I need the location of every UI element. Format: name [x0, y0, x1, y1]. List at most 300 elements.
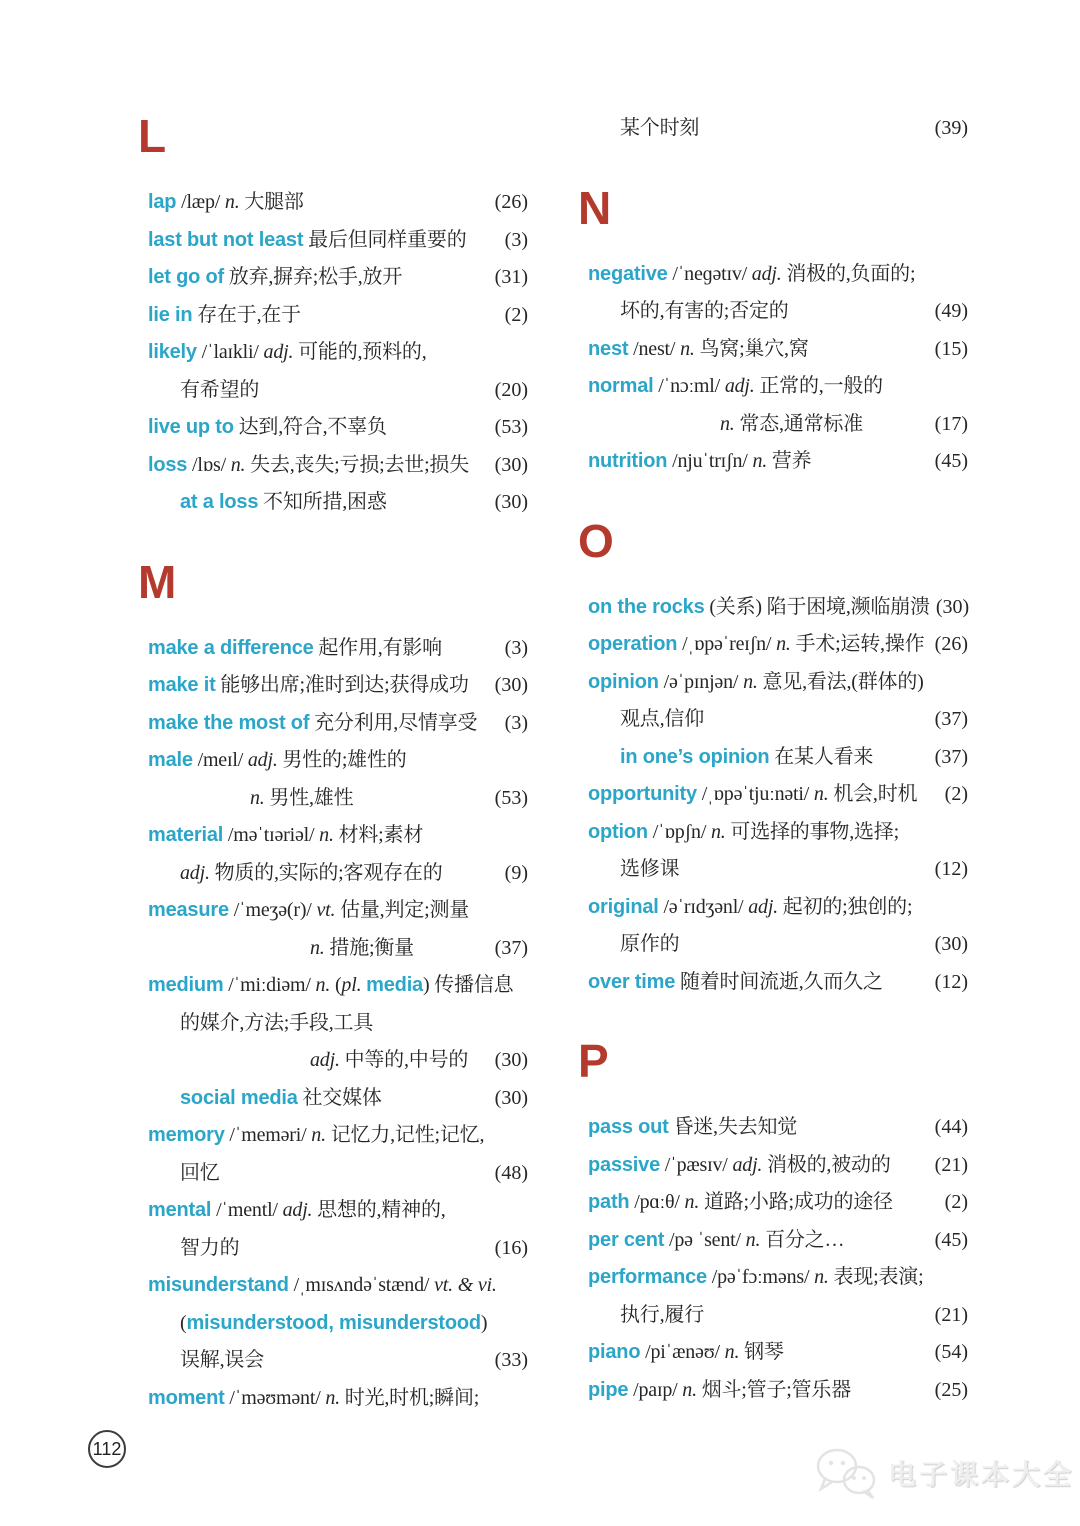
entry-opinion	[588, 664, 968, 702]
page-ref: (53)	[494, 786, 528, 809]
section-heading-p: P	[578, 1035, 609, 1087]
entry-pass-out	[588, 1109, 968, 1147]
headword: at a loss	[180, 491, 259, 513]
page-ref: (20)	[494, 378, 528, 401]
entry-text	[148, 1230, 239, 1269]
text-segment: 失去,丧失;亏损;去世;损失	[245, 453, 470, 476]
headword: negative	[588, 262, 668, 285]
entry-text	[148, 667, 469, 706]
entry-text	[588, 964, 883, 1003]
headword: make a difference	[148, 636, 314, 659]
text-segment: /əˈrɪdʒənl/	[658, 895, 749, 918]
text-segment: /ˈpæsɪv/	[660, 1153, 733, 1176]
pos-label: adj.	[751, 262, 782, 285]
entry-performance	[588, 1259, 968, 1297]
entry-text	[588, 626, 924, 665]
text-segment: 物质的,实际的;客观存在的	[209, 861, 443, 884]
page-ref: (9)	[504, 861, 528, 884]
text-segment: 不知所措,困惑	[258, 491, 387, 513]
page-ref: (45)	[934, 1228, 968, 1251]
entry-make-a-difference	[148, 630, 528, 668]
entry-text	[588, 1297, 704, 1336]
text-segment: 道路;小路;成功的途径	[699, 1191, 893, 1213]
pos-label: n.	[682, 1378, 697, 1401]
entry-option	[588, 814, 968, 852]
entry-text	[148, 1380, 479, 1419]
entry-text	[148, 1305, 487, 1344]
entry-continuation	[588, 926, 968, 964]
text-segment: /əˈpɪnjən/	[658, 670, 744, 693]
entry-make-the-most-of	[148, 705, 528, 743]
text-segment: /ˌmɪsʌndəˈstænd/	[288, 1274, 435, 1296]
entry-medium	[148, 967, 528, 1005]
pos-label: n.	[814, 1266, 829, 1288]
entry-text	[588, 1109, 797, 1148]
entry-opportunity	[588, 776, 968, 814]
text-segment: 达到,符合,不辜负	[233, 416, 387, 438]
page-ref: (17)	[934, 412, 968, 435]
entry-text	[148, 967, 513, 1006]
headword: measure	[148, 899, 229, 921]
entry-on-the-rocks	[588, 589, 968, 627]
pos-label: n.	[680, 337, 695, 360]
entry-text	[588, 701, 704, 740]
text-segment: 估量,判定;测量	[335, 899, 470, 921]
headword: let go of	[148, 266, 224, 288]
entry-continuation	[148, 1042, 528, 1080]
entry-text	[588, 256, 915, 295]
entry-text	[148, 892, 469, 931]
entry-per-cent	[588, 1222, 968, 1260]
pos-label: adj.	[732, 1153, 763, 1176]
entry-continuation	[148, 780, 528, 818]
text-segment: 的媒介,方法;手段,工具	[180, 1011, 374, 1034]
entry-text	[588, 443, 811, 482]
entry-continuation	[588, 851, 968, 889]
entry-text	[148, 705, 477, 744]
page-ref: (25)	[934, 1378, 968, 1401]
text-segment: 选修课	[620, 858, 680, 880]
pos-label: n.	[684, 1191, 700, 1213]
pos-label: vt.	[316, 899, 336, 921]
entry-text	[148, 1155, 220, 1194]
entry-mental	[148, 1192, 528, 1230]
entry-social-media	[148, 1080, 528, 1118]
headword: pipe	[588, 1378, 629, 1401]
entry-text	[588, 664, 924, 703]
page-ref: (3)	[504, 636, 528, 659]
entry-passive	[588, 1147, 968, 1185]
text-segment: 钢琴	[739, 1341, 784, 1363]
entry-continuation	[148, 930, 528, 968]
text-segment: 可选择的事物,选择;	[725, 820, 899, 843]
text-segment: 起初的;独创的;	[777, 895, 913, 918]
wechat-icon	[814, 1446, 880, 1500]
text-segment: /læp/	[176, 191, 225, 213]
headword: lap	[148, 191, 177, 213]
entry-text	[148, 1005, 373, 1044]
vocab-column-left	[138, 110, 528, 1417]
text-segment: 常态,通常标准	[734, 412, 864, 435]
text-segment: 营养	[767, 450, 812, 472]
page-ref: (3)	[504, 228, 528, 251]
page-ref: (45)	[934, 450, 968, 472]
headword: passive	[588, 1153, 660, 1176]
text-segment: )	[480, 1311, 488, 1334]
entry-loss	[148, 447, 528, 485]
entry-measure	[148, 892, 528, 930]
headword: operation	[588, 633, 678, 655]
pos-label: adj.	[748, 895, 778, 918]
pos-label: n.	[310, 936, 325, 959]
text-segment: 存在于,在于	[192, 303, 301, 326]
pos-label: n.	[325, 1386, 340, 1409]
pos-label: adj.	[247, 749, 278, 771]
page-number-badge	[88, 1430, 126, 1468]
pos-label: adj.	[724, 375, 755, 397]
entry-nest	[588, 331, 968, 369]
entry-text	[588, 926, 679, 965]
page-ref: (37)	[494, 936, 528, 959]
page-ref: (54)	[934, 1341, 968, 1363]
entry-material	[148, 817, 528, 855]
entry-text	[148, 1042, 468, 1081]
page-ref: (31)	[494, 266, 528, 288]
entry-text	[148, 409, 387, 448]
text-segment: /ˈmeməri/	[224, 1124, 312, 1146]
entry-text	[148, 817, 423, 856]
watermark	[814, 1446, 1074, 1500]
entry-text	[148, 855, 443, 894]
text-segment: 执行,履行	[620, 1303, 704, 1326]
headword: per cent	[588, 1228, 665, 1251]
text-segment: (	[180, 1311, 187, 1334]
text-segment: 某个时刻	[620, 117, 700, 139]
text-segment: 记忆力,记性;记忆,	[325, 1124, 485, 1146]
entry-text	[148, 742, 407, 781]
pos-label: n.	[813, 783, 829, 805]
text-segment: 昏迷,失去知觉	[668, 1116, 798, 1138]
entry-continuation	[148, 372, 528, 410]
pos-label: vt. & vi.	[434, 1274, 497, 1296]
pos-label: n.	[230, 453, 246, 476]
entry-memory	[148, 1117, 528, 1155]
text-segment: 机会,时机	[828, 783, 918, 805]
entry-text	[148, 930, 414, 969]
headword: loss	[148, 453, 188, 476]
headword: misunderstand	[148, 1274, 289, 1296]
entry-text	[588, 739, 873, 778]
entry-text	[588, 110, 699, 149]
page-ref: (30)	[934, 933, 968, 955]
entry-continuation	[148, 855, 528, 893]
page-ref: (26)	[934, 633, 968, 655]
entry-continuation	[588, 110, 968, 148]
text-segment: 手术;运转,操作	[790, 633, 925, 655]
text-segment: ) 传播信息	[422, 974, 514, 996]
text-segment: /ˈlaɪkli/	[196, 341, 264, 363]
entry-text	[588, 776, 917, 815]
entry-continuation	[588, 293, 968, 331]
page-ref: (21)	[934, 1303, 968, 1326]
entry-text	[148, 259, 402, 298]
page-ref: (3)	[504, 711, 528, 734]
entry-continuation	[588, 1297, 968, 1335]
page-ref: (30)	[494, 1049, 528, 1071]
entry-continuation	[588, 406, 968, 444]
text-segment: /ˈmiːdiəm/	[223, 974, 316, 996]
page-ref: (30)	[935, 595, 970, 618]
entry-male	[148, 742, 528, 780]
entry-operation	[588, 626, 968, 664]
entry-text	[148, 372, 259, 411]
text-segment: /lɒs/	[187, 453, 231, 476]
text-segment: 男性的;雄性的	[277, 749, 407, 771]
text-segment: /məˈtɪəriəl/	[223, 824, 320, 846]
entry-live-up-to	[148, 409, 528, 447]
page-ref: (12)	[934, 858, 968, 880]
text-segment: /ˌɒpəˈtjuːnəti/	[696, 783, 814, 805]
entry-text	[588, 889, 912, 928]
entry-text	[148, 780, 353, 819]
text-segment: 烟斗;管子;管乐器	[696, 1378, 852, 1401]
entry-normal	[588, 368, 968, 406]
text-segment: 起作用,有影响	[313, 636, 442, 659]
page-ref: (2)	[504, 303, 528, 326]
text-segment: (	[330, 974, 342, 996]
entry-text	[148, 484, 387, 523]
page-ref: (30)	[494, 453, 528, 476]
headword: social media	[180, 1086, 298, 1109]
headword: live up to	[148, 416, 234, 438]
entry-text	[588, 589, 930, 628]
headword: likely	[148, 341, 197, 363]
text-segment: 材料;素材	[333, 824, 424, 846]
pos-label: n.	[250, 786, 265, 809]
headword: moment	[148, 1386, 225, 1409]
page-ref: (2)	[944, 783, 968, 805]
headword: medium	[148, 974, 224, 996]
pos-label: n.	[319, 824, 334, 846]
entry-lie-in	[148, 297, 528, 335]
entry-piano	[588, 1334, 968, 1372]
text-segment: /ˈɒpʃn/	[647, 820, 711, 843]
entry-path	[588, 1184, 968, 1222]
text-segment: 在某人看来	[769, 745, 874, 768]
pos-label: n.	[224, 191, 240, 213]
pos-label: adj.	[282, 1199, 313, 1221]
text-segment: 随着时间流逝,久而久之	[675, 970, 883, 993]
text-segment: 男性,雄性	[264, 786, 354, 809]
pos-label: adj.	[180, 861, 210, 884]
headword: male	[148, 749, 193, 771]
entry-text	[588, 406, 863, 445]
text-segment: 最后但同样重要的	[303, 228, 467, 251]
text-segment: /ˌɒpəˈreɪʃn/	[677, 633, 777, 655]
vocab-column-right	[578, 110, 970, 1409]
entry-continuation	[588, 701, 968, 739]
headword: opinion	[588, 670, 659, 693]
headword: option	[588, 820, 648, 843]
entry-over-time	[588, 964, 968, 1002]
pos-label: n.	[776, 633, 791, 655]
headword: pass out	[588, 1116, 669, 1138]
text-segment: 措施;衡量	[324, 936, 414, 959]
text-segment: 百分之…	[760, 1228, 845, 1251]
entry-text	[148, 184, 304, 223]
watermark-text: 电子课本大全	[887, 1459, 1074, 1490]
pos-label: n.	[743, 670, 758, 693]
pos-label: n.	[710, 820, 726, 843]
pos-label: pl.	[341, 974, 367, 996]
page-ref: (48)	[494, 1161, 528, 1184]
text-segment: (关系) 陷于困境,濒临崩溃	[704, 595, 930, 618]
page-ref: (37)	[934, 745, 968, 768]
section-heading-l: L	[138, 110, 167, 162]
headword: last but not least	[148, 228, 304, 251]
entry-last-but-not-least	[148, 222, 528, 260]
text-segment: 时光,时机;瞬间;	[339, 1386, 480, 1409]
page-ref: (12)	[934, 970, 968, 993]
page-ref: (39)	[934, 117, 968, 139]
text-segment: 坏的,有害的;否定的	[620, 300, 789, 322]
page-ref: (26)	[494, 191, 528, 213]
entry-text	[148, 334, 427, 373]
text-segment: 鸟窝;巢穴,窝	[694, 337, 809, 360]
entry-continuation	[148, 1305, 528, 1343]
text-segment: /njuˈtrɪʃn/	[667, 450, 753, 472]
entry-pipe	[588, 1372, 968, 1410]
text-segment: 消极的,被动的	[762, 1153, 891, 1176]
entry-text	[588, 814, 899, 853]
page-ref: (49)	[934, 300, 968, 322]
headword: lie in	[148, 303, 193, 326]
entry-text	[148, 630, 442, 669]
headword: memory	[148, 1124, 225, 1146]
headword: nutrition	[588, 450, 668, 472]
entry-at-a-loss	[148, 484, 528, 522]
page-number: 112	[92, 1438, 122, 1459]
entry-text	[148, 1192, 446, 1231]
text-segment: /ˈneɡətɪv/	[667, 262, 752, 285]
entry-text	[588, 1372, 851, 1411]
text-segment: /paɪp/	[628, 1378, 683, 1401]
pos-label: n.	[724, 1341, 740, 1363]
entry-text	[148, 1080, 382, 1119]
entry-text	[588, 1147, 891, 1186]
page-ref: (21)	[934, 1153, 968, 1176]
text-segment: 能够出席;准时到达;获得成功	[215, 674, 469, 696]
text-segment: 有希望的	[180, 378, 260, 401]
text-segment: 充分利用,尽情享受	[309, 711, 478, 734]
entry-continuation	[148, 1342, 528, 1380]
page-ref: (30)	[494, 491, 528, 513]
entry-text	[148, 1342, 264, 1381]
text-segment: 放弃,摒弃;松手,放开	[223, 266, 403, 288]
entry-text	[588, 293, 789, 332]
text-segment: 可能的,预料的,	[293, 341, 427, 363]
entry-text	[588, 1259, 923, 1298]
page-ref: (37)	[934, 708, 968, 730]
headword: misunderstood, misunderstood	[186, 1311, 481, 1334]
headword: opportunity	[588, 783, 697, 805]
text-segment: 社交媒体	[297, 1086, 382, 1109]
entry-continuation	[148, 1230, 528, 1268]
headword: nest	[588, 337, 629, 360]
text-segment: 误解,误会	[180, 1349, 264, 1371]
text-segment: /ˈməʊmənt/	[224, 1386, 326, 1409]
page-ref: (16)	[494, 1236, 528, 1259]
headword: in one’s opinion	[620, 745, 770, 768]
headword: normal	[588, 375, 654, 397]
text-segment: 中等的,中号的	[339, 1049, 469, 1071]
headword: original	[588, 895, 659, 918]
entry-text	[588, 368, 883, 407]
entry-let-go-of	[148, 259, 528, 297]
section-heading-m: M	[138, 555, 177, 608]
text-segment: 观点,信仰	[620, 708, 704, 730]
entry-text	[148, 297, 301, 336]
headword: mental	[148, 1199, 212, 1221]
text-segment: /pɑːθ/	[629, 1191, 685, 1213]
headword: material	[148, 824, 224, 846]
headword: performance	[588, 1266, 707, 1288]
text-segment: 回忆	[180, 1161, 220, 1184]
entry-misunderstand	[148, 1267, 528, 1305]
page-ref: (33)	[494, 1349, 528, 1371]
text-segment: /ˈnɔːml/	[653, 375, 725, 397]
pos-label: adj.	[263, 341, 294, 363]
section-heading-o: O	[578, 514, 614, 567]
text-segment: 智力的	[180, 1236, 240, 1259]
entry-make-it	[148, 667, 528, 705]
text-segment: /meɪl/	[192, 749, 248, 771]
section-heading-n: N	[578, 181, 612, 234]
page-ref: (44)	[934, 1116, 968, 1138]
text-segment: 原作的	[620, 933, 680, 955]
page-ref: (30)	[494, 1086, 528, 1109]
headword: path	[588, 1191, 630, 1213]
entry-likely	[148, 334, 528, 372]
text-segment: 正常的,一般的	[754, 375, 883, 397]
entry-text	[588, 331, 809, 370]
entry-text	[148, 1267, 497, 1306]
headword: make the most of	[148, 711, 310, 734]
text-segment: /piˈænəʊ/	[640, 1341, 725, 1363]
entry-lap	[148, 184, 528, 222]
entry-text	[588, 1222, 844, 1261]
text-segment: /pəˈfɔːməns/	[706, 1266, 815, 1288]
entry-text	[588, 1334, 784, 1373]
headword: on the rocks	[588, 595, 705, 618]
entry-text	[148, 222, 467, 261]
entry-nutrition	[588, 443, 968, 481]
pos-label: n.	[752, 450, 768, 472]
page-ref: (2)	[944, 1191, 968, 1213]
entry-text	[588, 1184, 893, 1223]
pos-label: n.	[720, 412, 735, 435]
page-ref: (30)	[494, 674, 528, 696]
entry-moment	[148, 1380, 528, 1418]
text-segment: 思想的,精神的,	[312, 1199, 446, 1221]
entry-in-one-s-opinion	[588, 739, 968, 777]
headword: media	[366, 974, 423, 996]
entry-text	[148, 1117, 484, 1156]
headword: make it	[148, 674, 216, 696]
headword: over time	[588, 970, 676, 993]
pos-label: n.	[311, 1124, 326, 1146]
text-segment: /ˈmeʒə(r)/	[228, 899, 317, 921]
